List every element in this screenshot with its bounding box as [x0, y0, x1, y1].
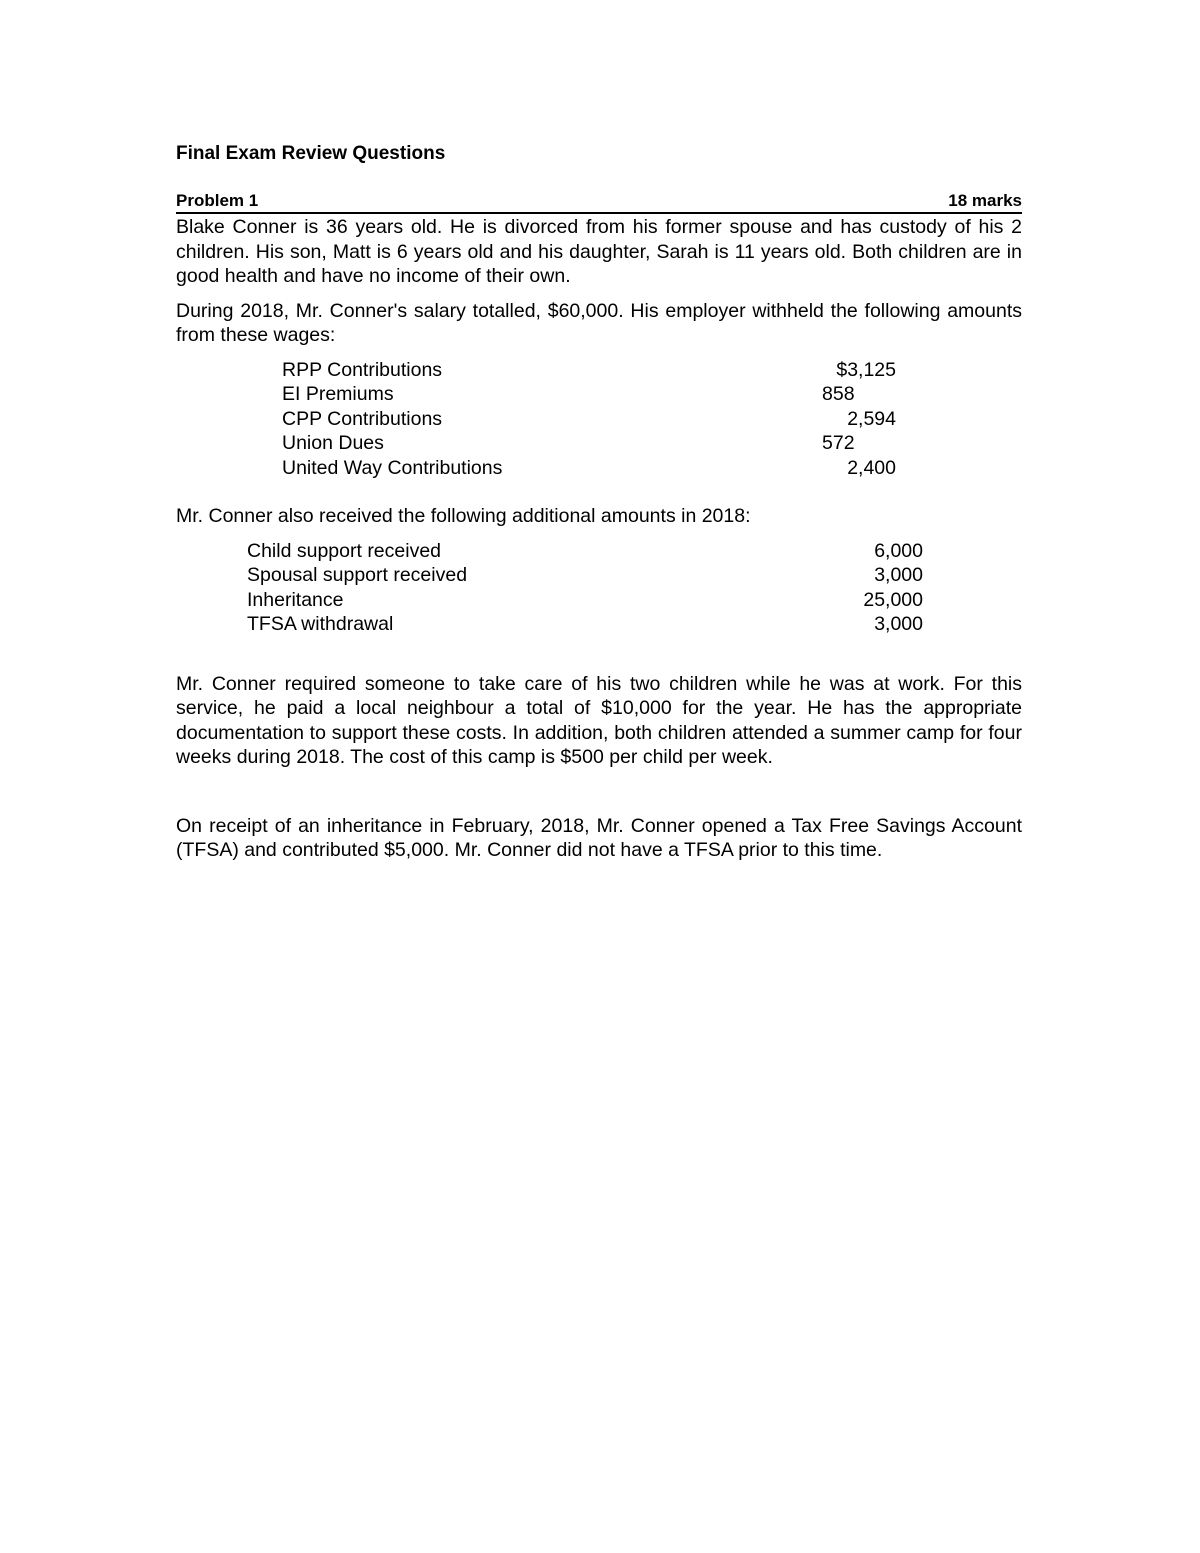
withholding-value — [802, 431, 896, 456]
withholding-label: Union Dues — [282, 432, 384, 454]
withholding-row — [282, 431, 896, 456]
tfsa-paragraph: On receipt of an inheritance in February, 2018, Mr. Conner opened a Tax Free Savings Account (TFSA) and contributed $5,000. Mr. Conner did not have a TFSA prior to this time. — [176, 814, 1022, 861]
intro-paragraph: Blake Conner is 36 years old. He is divorced from his former spouse and has custody of his 2 children. His son, Matt is 6 years old and his daughter, Sarah is 11 years old. Both children are in good health and have no income of their own. — [176, 216, 1022, 287]
withholding-value: 2,400 — [847, 456, 896, 479]
additional-label: Spousal support received — [247, 564, 468, 586]
withholding-row — [282, 456, 896, 481]
salary-paragraph: During 2018, Mr. Conner's salary totalled, $60,000. His employer withheld the following amounts from these wages: — [176, 299, 1022, 346]
document-title: Final Exam Review Questions — [176, 143, 446, 164]
withholding-value-text: 858 — [822, 383, 855, 405]
withholding-value — [802, 382, 896, 407]
additional-value: 25,000 — [863, 588, 923, 611]
additional-label: Child support received — [247, 539, 442, 562]
problem-header — [176, 190, 1022, 214]
additional-amounts-table — [247, 539, 923, 637]
additional-row — [247, 588, 923, 613]
withholding-row — [282, 382, 896, 407]
withholding-label: RPP Contributions — [282, 358, 443, 381]
additional-value: 3,000 — [874, 613, 923, 635]
withholding-row — [282, 358, 896, 383]
withholding-value: 2,594 — [847, 407, 896, 430]
withholding-label: United Way Contributions — [282, 456, 503, 479]
additional-value: 3,000 — [874, 564, 923, 586]
additional-row — [247, 563, 923, 588]
withholding-label: CPP Contributions — [282, 407, 443, 430]
childcare-paragraph: Mr. Conner required someone to take care of his two children while he was at work. For this service, he paid a local neighbour a total of $10,000 for the year. He has the appropriate documentation to support these costs. In addition, both children attended a summer camp for four weeks during 2018. The cost of this camp is $500 per child per week. — [176, 672, 1022, 768]
withholding-row — [282, 407, 896, 432]
document-content — [176, 140, 1022, 863]
withholding-value: $3,125 — [836, 358, 896, 381]
problem-label: Problem 1 — [176, 191, 259, 210]
additional-label: TFSA withdrawal — [247, 613, 394, 635]
additional-value: 6,000 — [874, 539, 923, 562]
additional-row — [247, 539, 923, 564]
withholding-value-text: 572 — [822, 432, 855, 454]
problem-marks: 18 marks — [948, 191, 1022, 210]
additional-row — [247, 612, 923, 637]
withholdings-table — [282, 358, 896, 481]
additional-intro: Mr. Conner also received the following additional amounts in 2018: — [176, 505, 751, 527]
withholding-label: EI Premiums — [282, 383, 394, 405]
additional-label: Inheritance — [247, 588, 344, 611]
